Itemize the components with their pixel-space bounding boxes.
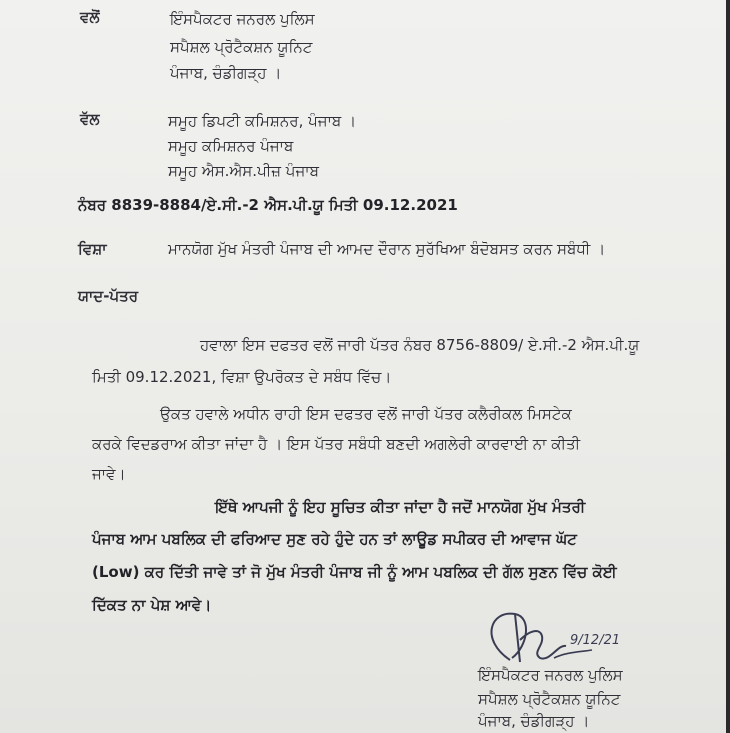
memo-label: ਯਾਦ-ਪੱਤਰ <box>78 287 139 305</box>
to-line-1: ਸਮੂਹ ਡਿਪਟੀ ਕਮਿਸ਼ਨਰ, ਪੰਜਾਬ । <box>168 112 357 130</box>
subject-text: ਮਾਨਯੋਗ ਮੁੱਖ ਮੰਤਰੀ ਪੰਜਾਬ ਦੀ ਆਮਦ ਦੌਰਾਨ ਸੁਰੱਖਿਆ ਬੰਦੋਬਸਤ ਕਰਨ ਸਬੰਧੀ । <box>168 240 606 258</box>
body-p2-line-2: ਕਰਕੇ ਵਿਦਡਰਾਅ ਕੀਤਾ ਜਾਂਦਾ ਹੈ । ਇਸ ਪੱਤਰ ਸਬੰਧੀ ਬਣਦੀ ਅਗਲੇਰੀ ਕਾਰਵਾਈ ਨਾ ਕੀਤੀ <box>92 435 581 453</box>
from-line-3: ਪੰਜਾਬ, ਚੰਡੀਗੜ੍ਹ । <box>170 64 282 82</box>
body-p1-line-2: ਮਿਤੀ 09.12.2021, ਵਿਸ਼ਾ ਉਪਰੋਕਤ ਦੇ ਸਬੰਧ ਵਿੱਚ। <box>92 368 392 386</box>
signature-date: 9/12/21 <box>570 633 621 648</box>
body-p3-line-4: ਦਿੱਕਤ ਨਾ ਪੇਸ਼ ਆਵੇ। <box>92 596 212 614</box>
page-edge-shadow <box>726 0 730 733</box>
signature-line-3: ਪੰਜਾਬ, ਚੰਡੀਗੜ੍ਹ । <box>478 712 590 730</box>
from-line-2: ਸਪੈਸ਼ਲ ਪ੍ਰੋਟੈਕਸ਼ਨ ਯੂਨਿਟ <box>170 38 313 56</box>
body-p2-line-3: ਜਾਵੇ। <box>92 465 126 483</box>
body-p3-line-2: ਪੰਜਾਬ ਆਮ ਪਬਲਿਕ ਦੀ ਫਰਿਆਦ ਸੁਣ ਰਹੇ ਹੁੰਦੇ ਹਨ ਤਾਂ ਲਾਊਡ ਸਪੀਕਰ ਦੀ ਆਵਾਜ ਘੱਟ <box>92 530 577 548</box>
body-p1-line-1: ਹਵਾਲਾ ਇਸ ਦਫਤਰ ਵਲੋਂ ਜਾਰੀ ਪੱਤਰ ਨੰਬਰ 8756-8809/ ਏ.ਸੀ.-2 ਐਸ.ਪੀ.ਯੂ <box>200 336 640 354</box>
body-p3-line-1: ਇੱਥੇ ਆਪਜੀ ਨੂੰ ਇਹ ਸੂਚਿਤ ਕੀਤਾ ਜਾਂਦਾ ਹੈ ਜਦੋਂ ਮਾਨਯੋਗ ਮੁੱਖ ਮੰਤਰੀ <box>215 498 586 516</box>
signature-line-1: ਇੰਸਪੈਕਟਰ ਜਨਰਲ ਪੁਲਿਸ <box>478 666 623 684</box>
to-line-2: ਸਮੂਹ ਕਮਿਸ਼ਨਰ ਪੰਜਾਬ <box>168 137 294 155</box>
signature-mark <box>470 600 660 672</box>
from-label: ਵਲੋਂ <box>80 8 100 26</box>
from-line-1: ਇੰਸਪੈਕਟਰ ਜਨਰਲ ਪੁਲਿਸ <box>170 10 315 28</box>
to-line-3: ਸਮੂਹ ਐਸ.ਐਸ.ਪੀਜ਼ ਪੰਜਾਬ <box>168 162 319 180</box>
to-label: ਵੱਲ <box>80 110 100 128</box>
body-p3-line-3: (Low) ਕਰ ਦਿੱਤੀ ਜਾਵੇ ਤਾਂ ਜੋ ਮੁੱਖ ਮੰਤਰੀ ਪੰਜਾਬ ਜੀ ਨੂੰ ਆਮ ਪਬਲਿਕ ਦੀ ਗੱਲ ਸੁਣਨ ਵਿੱਚ ਕੋਈ <box>92 563 617 581</box>
signature-line-2: ਸਪੈਸ਼ਲ ਪ੍ਰੋਟੈਕਸ਼ਨ ਯੂਨਿਟ <box>478 690 621 708</box>
subject-label: ਵਿਸ਼ਾ <box>78 240 107 258</box>
body-p2-line-1: ਉਕਤ ਹਵਾਲੇ ਅਧੀਨ ਰਾਹੀ ਇਸ ਦਫਤਰ ਵਲੋਂ ਜਾਰੀ ਪੱਤਰ ਕਲੈਰੀਕਲ ਮਿਸਟੇਕ <box>160 405 572 423</box>
reference-number: ਨੰਬਰ 8839-8884/ਏ.ਸੀ.-2 ਐਸ.ਪੀ.ਯੂ ਮਿਤੀ 09.12.2021 <box>78 196 458 214</box>
